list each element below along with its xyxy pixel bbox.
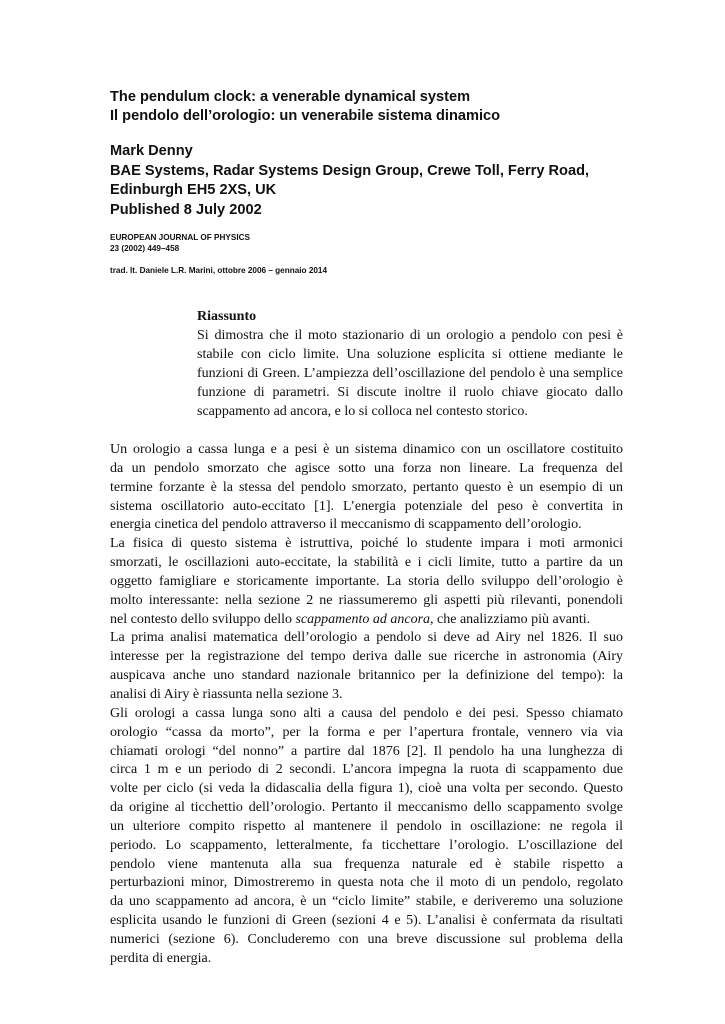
text-line: da un pendolo smorzato che agisce sotto una forza non lineare. La frequenza del bbox=[110, 460, 623, 476]
text-line: energia cinetica del pendolo attraverso il meccanismo di scappamento dell’orologio. bbox=[110, 517, 582, 533]
text-line: da origine al ticchettio dell’orologio. Pertanto il meccanismo dello scappamento svolge bbox=[110, 800, 623, 816]
journal-info bbox=[110, 232, 630, 254]
paragraph-3 bbox=[110, 629, 623, 704]
paper-header bbox=[110, 88, 630, 276]
text-line: oggetto famigliare e storicamente importante. La storia dello sviluppo dell’orologio è bbox=[110, 573, 623, 589]
emphasis-scappamento: scappamento ad ancora bbox=[295, 611, 431, 627]
text-line: circa 1 m e un periodo di 2 secondi. L’ancora impegna la ruota di scappamento due bbox=[110, 762, 623, 778]
publication-date: Published 8 July 2002 bbox=[110, 201, 262, 218]
text-line: da uno scappamento ad ancora, è un “ciclo limite” stabile, e deriveremo una soluzione bbox=[110, 894, 623, 910]
affiliation-line-2: Edinburgh EH5 2XS, UK bbox=[110, 182, 277, 198]
journal-name: EUROPEAN JOURNAL OF PHYSICS bbox=[110, 233, 250, 242]
title-italian: Il pendolo dell’orologio: un venerabile sistema dinamico bbox=[110, 108, 501, 124]
text-line: esplicita usando le funzioni di Green (sezioni 4 e 5). L’analisi è confermata da risultati bbox=[110, 913, 623, 929]
text-line: molto interessante: nella sezione 2 ne riassumeremo gli aspetti più rilevanti, ponendoli bbox=[110, 592, 623, 608]
abstract bbox=[197, 307, 623, 422]
abstract-text: Si dimostra che il moto stazionario di un orologio a pendolo con pesi è stabile con ciclo limite. Una soluzione esplicita si ottiene mediante le funzioni di Green. L’ampiezza dell’oscillazione del pendolo è una semplice funzione di parametri. Si discute inoltre il ruolo chiave giocato dallo scappamento ad ancora, e lo si colloca nel contesto storico. bbox=[197, 328, 623, 419]
author-block bbox=[110, 142, 630, 220]
text-line: La fisica di questo sistema è istruttiva, poiché lo studente impara i moti armonici bbox=[110, 536, 623, 552]
paragraph-4 bbox=[110, 705, 623, 969]
journal-reference: 23 (2002) 449–458 bbox=[110, 244, 180, 253]
text-line: analisi di Airy è riassunta nella sezione 3. bbox=[110, 686, 343, 702]
text-line: un ulteriore compito rispetto al mantenere il pendolo in oscillazione: ne regola il bbox=[110, 818, 623, 834]
text-line: La prima analisi matematica dell’orologio a pendolo si deve ad Airy nel 1826. Il suo bbox=[110, 630, 623, 646]
text-line: interesse per la registrazione del tempo deriva dalle sue ricerche in astronomia (Airy bbox=[110, 649, 623, 665]
text-line: perturbazioni minor, Dimostreremo in questa nota che il moto di un pendolo, regolato bbox=[110, 875, 623, 891]
text-line: smorzati, le oscillazioni auto-eccitate, la stabilità e i cicli limite, tutto a partire da un bbox=[110, 555, 623, 571]
text-line: pendolo viene mantenuta alla sua frequenza naturale ed è stabile rispetto a bbox=[110, 856, 623, 872]
text-line: volte per ciclo (si veda la didascalia della figura 1), cioè una volta per secondo. Questo bbox=[110, 781, 623, 797]
text-line: Un orologio a cassa lunga e a pesi è un sistema dinamico con un oscillatore costituito bbox=[110, 442, 623, 457]
text-line: auspicava anche uno standard nazionale britannico per la definizione del tempo): la bbox=[110, 668, 623, 684]
text-line: orologio “cassa da morto”, per la forma e per l’apertura frontale, vennero via via bbox=[110, 724, 623, 740]
text-line: chiamati orologi “del nonno” a partire dal 1876 [2]. Il pendolo ha una lunghezza di bbox=[110, 743, 623, 759]
abstract-title: Riassunto bbox=[197, 309, 257, 324]
text-line: termine forzante è la stessa del pendolo smorzato, pertanto questo è un esempio di un bbox=[110, 479, 623, 495]
translation-note: trad. It. Daniele L.R. Marini, ottobre 2006 – gennaio 2014 bbox=[110, 266, 328, 275]
author-name: Mark Denny bbox=[110, 143, 193, 159]
paragraph-1 bbox=[110, 441, 623, 535]
title-english: The pendulum clock: a venerable dynamical system bbox=[110, 89, 471, 105]
text-line: perdita di energia. bbox=[110, 950, 212, 966]
text-line: Gli orologi a cassa lunga sono alti a causa del pendolo e dei pesi. Spesso chiamato bbox=[110, 705, 623, 721]
text-line: periodo. Lo scappamento, letteralmente, fa ticchettare l’orologio. L’oscillazione del bbox=[110, 837, 623, 853]
text-line: sistema oscillatorio auto-eccitato [1]. L’energia potenziale del peso è convertita in bbox=[110, 498, 623, 514]
affiliation-line-1: BAE Systems, Radar Systems Design Group, Crewe Toll, Ferry Road, bbox=[110, 162, 590, 179]
paragraph-2-last-line: nel contesto dello sviluppo dello scappamento ad ancora, che analizziamo più avanti. bbox=[110, 611, 591, 627]
body-text bbox=[110, 441, 623, 969]
text-line: numerici (sezione 6). Concluderemo con una breve discussione sul problema della bbox=[110, 931, 623, 947]
paragraph-2 bbox=[110, 535, 623, 629]
